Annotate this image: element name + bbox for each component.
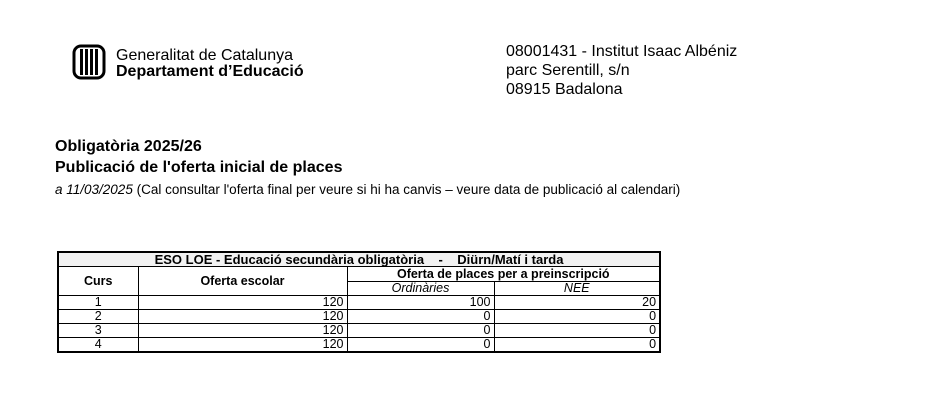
header-oferta-escolar: Oferta escolar [138,267,347,296]
school-info [506,42,737,99]
publication-note-text: (Cal consultar l'oferta final per veure si hi ha canvis – veure data de publicació al calendari) [132,182,681,197]
document-subtitle: Publicació de l'oferta inicial de places [55,159,343,176]
cell-ordinaries: 0 [347,324,494,338]
header-oferta-places: Oferta de places per a preinscripció [347,267,660,282]
table-row [58,296,660,310]
publication-note [55,181,680,198]
header-nee: NEE [494,282,660,296]
cell-curs: 2 [58,310,138,324]
cell-oferta: 120 [138,310,347,324]
places-table [57,251,661,353]
header-curs: Curs [58,267,138,296]
school-city: 08915 Badalona [506,81,623,98]
table-caption: ESO LOE - Educació secundària obligatòria - Diürn/Matí i tarda [58,252,660,267]
document-title: Obligatòria 2025/26 [55,138,202,155]
cell-ordinaries: 100 [347,296,494,310]
publication-date: a 11/03/2025 [55,182,133,197]
cell-nee: 0 [494,324,660,338]
cell-nee: 0 [494,310,660,324]
cell-ordinaries: 0 [347,310,494,324]
cell-oferta: 120 [138,338,347,353]
header-ordinaries: Ordinàries [347,282,494,296]
cell-curs: 1 [58,296,138,310]
generalitat-logo-icon [72,44,106,80]
table-row [58,324,660,338]
generalitat-name: Generalitat de Catalunya [116,47,293,64]
cell-oferta: 120 [138,296,347,310]
cell-ordinaries: 0 [347,338,494,353]
table-row [58,310,660,324]
department-name: Departament d’Educació [116,63,304,80]
school-address: parc Serentill, s/n [506,62,630,79]
cell-curs: 3 [58,324,138,338]
cell-nee: 0 [494,338,660,353]
table-row [58,338,660,353]
cell-curs: 4 [58,338,138,353]
cell-oferta: 120 [138,324,347,338]
school-code-name: 08001431 - Institut Isaac Albéniz [506,43,738,60]
cell-nee: 20 [494,296,660,310]
